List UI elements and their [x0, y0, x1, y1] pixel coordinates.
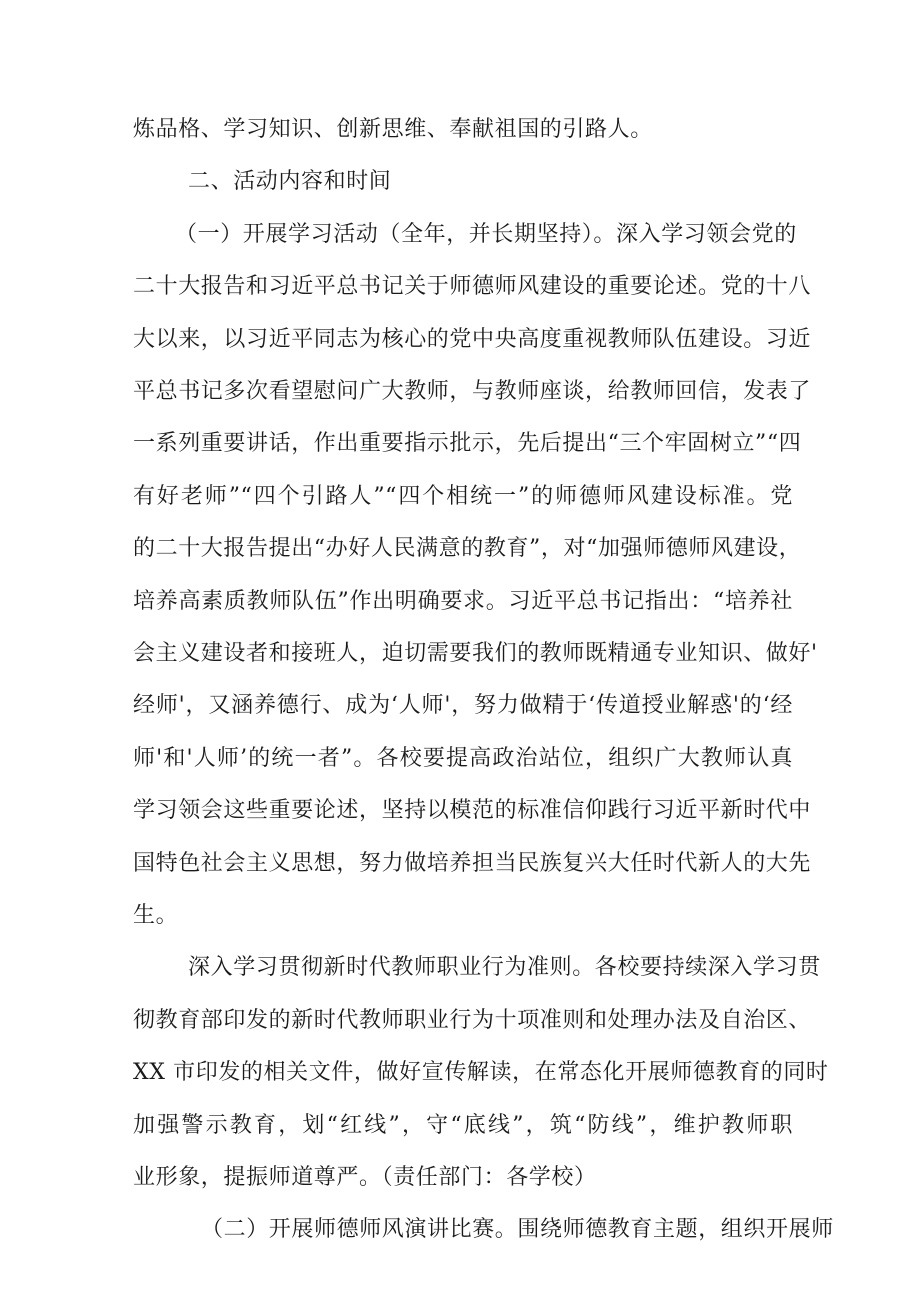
paragraph-first-line: （二）开展师德师风演讲比赛。围绕师德教育主题，组织开展师: [201, 1217, 834, 1242]
section-heading: 二、活动内容和时间: [188, 169, 392, 194]
text-line: 业形象，提振师道尊严。（责任部门：各学校）: [133, 1165, 597, 1190]
paragraph-first-line: （一）开展学习活动（全年，并长期坚持）。深入学习领会党的: [175, 222, 797, 247]
text-line: 彻教育部印发的新时代教师职业行为十项准则和处理办法及自治区、: [133, 1008, 812, 1033]
text-line: 生。: [133, 903, 179, 928]
text-line: 大以来，以习近平同志为核心的党中央高度重视教师队伍建设。习近: [133, 327, 812, 352]
text-line: 学习领会这些重要论述，坚持以模范的标准信仰践行习近平新时代中: [133, 798, 812, 823]
text-line: 有好老师”“四个引路人”“四个相统一”的师德师风建设标准。党: [133, 484, 793, 509]
text-line: 的二十大报告提出“办好人民满意的教育”，对“加强师德师风建设，: [133, 536, 802, 561]
text-line: 炼品格、学习知识、创新思维、奉献祖国的引路人。: [133, 117, 653, 142]
text-line: 国特色社会主义思想，努力做培养担当民族复兴大任时代新人的大先: [133, 851, 812, 876]
text-line: 会主义建设者和接班人，迫切需要我们的教师既精通专业知识、做好': [133, 641, 818, 666]
text-line: 加强警示教育，划“红线”，守“底线”，筑“防线”，维护教师职: [133, 1113, 793, 1138]
text-line: 二十大报告和习近平总书记关于师德师风建设的重要论述。党的十八: [133, 274, 812, 299]
text-line: 一系列重要讲话，作出重要指示批示，先后提出“三个牢固树立”“四: [133, 431, 802, 456]
text-line: 平总书记多次看望慰问广大教师，与教师座谈，给教师回信，发表了: [133, 379, 812, 404]
text-line: XX 市印发的相关文件，做好宣传解读，在常态化开展师德教育的同时: [133, 1060, 829, 1085]
text-line: 经师'，又涵养德行、成为‘人师'，努力做精于‘传道授业解惑'的‘经: [133, 693, 793, 718]
text-line: 培养高素质教师队伍”作出明确要求。习近平总书记指出：“培养社: [133, 589, 793, 614]
text-line: 师'和'人师’的统一者”。各校要提高政治站位，组织广大教师认真: [133, 746, 793, 771]
paragraph-first-line: 深入学习贯彻新时代教师职业行为准则。各校要持续深入学习贯: [188, 955, 821, 980]
